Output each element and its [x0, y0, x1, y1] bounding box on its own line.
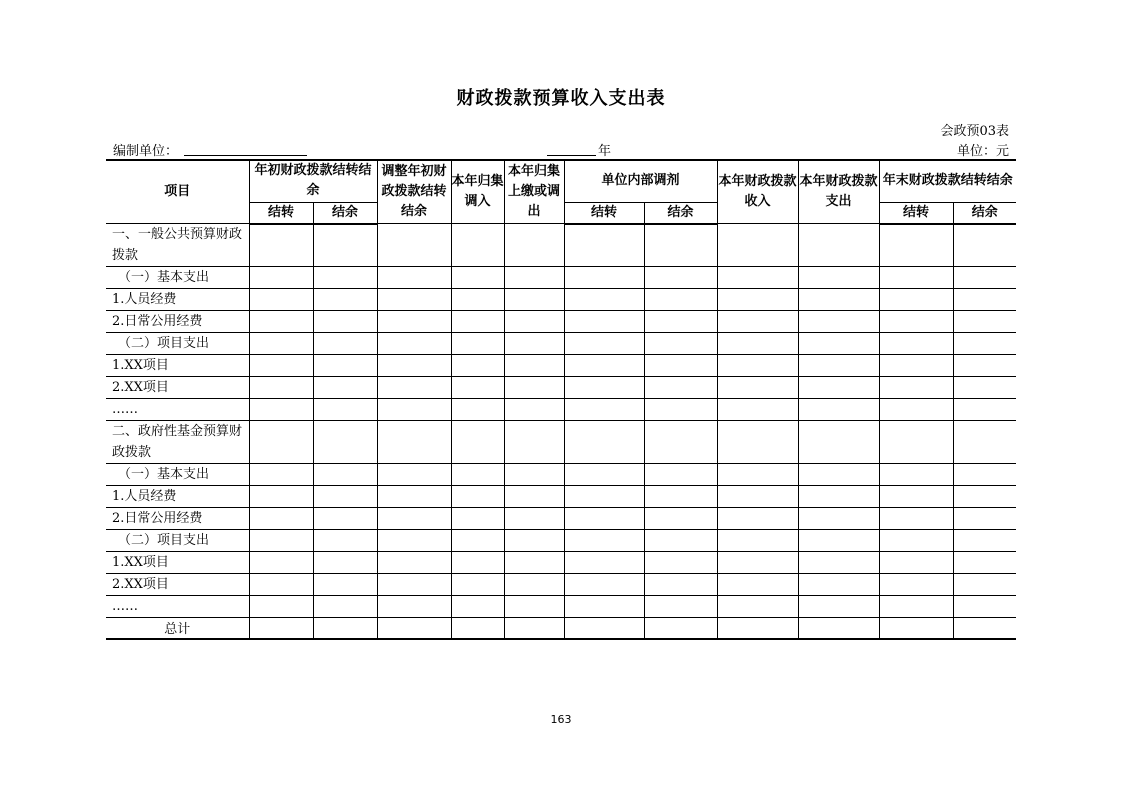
value-cell[interactable] [249, 618, 313, 639]
table-row [106, 224, 1016, 267]
value-cell[interactable] [879, 333, 953, 355]
table-row [106, 574, 1016, 596]
value-cell[interactable] [798, 333, 879, 355]
value-cell[interactable] [564, 618, 644, 639]
value-cell[interactable] [644, 574, 717, 596]
value-cell[interactable] [879, 399, 953, 421]
value-cell[interactable] [717, 618, 798, 639]
value-cell[interactable] [504, 399, 564, 421]
value-cell[interactable] [564, 224, 644, 267]
table-row [106, 596, 1016, 618]
value-cell[interactable] [644, 267, 717, 289]
value-cell[interactable] [953, 333, 1016, 355]
row-label: （一）基本支出 [106, 464, 249, 486]
value-cell[interactable] [313, 289, 377, 311]
row-label: 二、政府性基金预算财政拨款 [106, 421, 249, 464]
form-code: 会政预03表 [940, 124, 1009, 139]
row-label: 1.人员经费 [106, 289, 249, 311]
header-closing-carryover: 结转 [879, 202, 953, 224]
value-cell[interactable] [564, 552, 644, 574]
value-cell[interactable] [564, 311, 644, 333]
table-row [106, 289, 1016, 311]
value-cell[interactable] [451, 224, 504, 267]
row-label: 1.XX项目 [106, 552, 249, 574]
value-cell[interactable] [377, 289, 451, 311]
row-label: 2.日常公用经费 [106, 508, 249, 530]
value-cell[interactable] [451, 311, 504, 333]
value-cell[interactable] [249, 508, 313, 530]
value-cell[interactable] [451, 267, 504, 289]
value-cell[interactable] [564, 486, 644, 508]
value-cell[interactable] [953, 530, 1016, 552]
value-cell[interactable] [313, 618, 377, 639]
value-cell[interactable] [504, 596, 564, 618]
value-cell[interactable] [313, 399, 377, 421]
value-cell[interactable] [504, 618, 564, 639]
value-cell[interactable] [644, 486, 717, 508]
value-cell[interactable] [451, 421, 504, 464]
value-cell[interactable] [377, 596, 451, 618]
row-label: 一、一般公共预算财政拨款 [106, 224, 249, 267]
value-cell[interactable] [504, 574, 564, 596]
value-cell[interactable] [564, 333, 644, 355]
value-cell[interactable] [377, 311, 451, 333]
value-cell[interactable] [953, 421, 1016, 464]
value-cell[interactable] [249, 464, 313, 486]
value-cell[interactable] [377, 574, 451, 596]
value-cell[interactable] [313, 530, 377, 552]
value-cell[interactable] [644, 311, 717, 333]
row-label: （二）项目支出 [106, 530, 249, 552]
value-cell[interactable] [717, 289, 798, 311]
value-cell[interactable] [717, 596, 798, 618]
budget-table [106, 159, 1016, 640]
value-cell[interactable] [798, 530, 879, 552]
row-label: 1.XX项目 [106, 355, 249, 377]
value-cell[interactable] [798, 355, 879, 377]
value-cell[interactable] [313, 311, 377, 333]
currency-unit-label: 单位：元 [956, 144, 1009, 159]
value-cell[interactable] [451, 289, 504, 311]
value-cell[interactable] [313, 355, 377, 377]
table-row [106, 355, 1016, 377]
value-cell[interactable] [564, 464, 644, 486]
value-cell[interactable] [798, 574, 879, 596]
value-cell[interactable] [451, 399, 504, 421]
value-cell[interactable] [451, 552, 504, 574]
value-cell[interactable] [717, 333, 798, 355]
value-cell[interactable] [953, 464, 1016, 486]
value-cell[interactable] [564, 421, 644, 464]
table-row [106, 333, 1016, 355]
table-row [106, 377, 1016, 399]
value-cell[interactable] [451, 486, 504, 508]
header-current-collected: 本年归集调入 [451, 160, 504, 224]
value-cell[interactable] [451, 508, 504, 530]
value-cell[interactable] [564, 596, 644, 618]
value-cell[interactable] [504, 552, 564, 574]
table-row [106, 508, 1016, 530]
value-cell[interactable] [504, 530, 564, 552]
table-row [106, 267, 1016, 289]
value-cell[interactable] [564, 508, 644, 530]
value-cell[interactable] [717, 464, 798, 486]
value-cell[interactable] [313, 486, 377, 508]
value-cell[interactable] [377, 508, 451, 530]
value-cell[interactable] [504, 508, 564, 530]
value-cell[interactable] [953, 355, 1016, 377]
table-row [106, 464, 1016, 486]
header-item: 项目 [106, 160, 249, 224]
value-cell[interactable] [798, 618, 879, 639]
value-cell[interactable] [504, 224, 564, 267]
value-cell[interactable] [249, 289, 313, 311]
value-cell[interactable] [377, 530, 451, 552]
value-cell[interactable] [798, 596, 879, 618]
value-cell[interactable] [717, 421, 798, 464]
table-row [106, 552, 1016, 574]
table-row [106, 311, 1016, 333]
year-label: 年 [598, 144, 612, 159]
value-cell[interactable] [953, 552, 1016, 574]
value-cell[interactable] [798, 399, 879, 421]
value-cell[interactable] [313, 596, 377, 618]
row-label: …… [106, 399, 249, 421]
value-cell[interactable] [249, 530, 313, 552]
header-current-expense: 本年财政拨款支出 [798, 160, 879, 224]
value-cell[interactable] [249, 224, 313, 267]
value-cell[interactable] [564, 267, 644, 289]
value-cell[interactable] [451, 464, 504, 486]
header-internal-surplus: 结余 [644, 202, 717, 224]
value-cell[interactable] [798, 486, 879, 508]
value-cell[interactable] [249, 333, 313, 355]
value-cell[interactable] [798, 552, 879, 574]
value-cell[interactable] [564, 289, 644, 311]
value-cell[interactable] [879, 596, 953, 618]
value-cell[interactable] [377, 267, 451, 289]
value-cell[interactable] [953, 574, 1016, 596]
value-cell[interactable] [313, 377, 377, 399]
value-cell[interactable] [313, 421, 377, 464]
row-label: 1.人员经费 [106, 486, 249, 508]
value-cell[interactable] [879, 289, 953, 311]
value-cell[interactable] [953, 486, 1016, 508]
value-cell[interactable] [953, 224, 1016, 267]
value-cell[interactable] [644, 224, 717, 267]
value-cell[interactable] [644, 596, 717, 618]
value-cell[interactable] [249, 596, 313, 618]
value-cell[interactable] [879, 574, 953, 596]
table-row [106, 530, 1016, 552]
value-cell[interactable] [451, 574, 504, 596]
header-current-income: 本年财政拨款收入 [717, 160, 798, 224]
value-cell[interactable] [451, 333, 504, 355]
compiling-unit-label: 编制单位： [113, 144, 179, 159]
total-row [106, 618, 1016, 639]
value-cell[interactable] [313, 267, 377, 289]
value-cell[interactable] [377, 224, 451, 267]
report-title: 财政拨款预算收入支出表 [456, 88, 666, 109]
value-cell[interactable] [504, 289, 564, 311]
value-cell[interactable] [249, 377, 313, 399]
value-cell[interactable] [377, 486, 451, 508]
value-cell[interactable] [644, 508, 717, 530]
row-label: （一）基本支出 [106, 267, 249, 289]
table-body [106, 224, 1016, 639]
value-cell[interactable] [504, 333, 564, 355]
header-internal-carryover: 结转 [564, 202, 644, 224]
value-cell[interactable] [249, 574, 313, 596]
value-cell[interactable] [644, 618, 717, 639]
value-cell[interactable] [451, 530, 504, 552]
table-row [106, 486, 1016, 508]
value-cell[interactable] [377, 618, 451, 639]
value-cell[interactable] [377, 552, 451, 574]
value-cell[interactable] [249, 421, 313, 464]
header-current-remitted: 本年归集上缴或调出 [504, 160, 564, 224]
value-cell[interactable] [313, 574, 377, 596]
value-cell[interactable] [451, 355, 504, 377]
report-meta-row [113, 140, 1009, 158]
value-cell[interactable] [249, 399, 313, 421]
value-cell[interactable] [451, 618, 504, 639]
value-cell[interactable] [798, 508, 879, 530]
value-cell[interactable] [249, 552, 313, 574]
value-cell[interactable] [644, 530, 717, 552]
value-cell[interactable] [377, 399, 451, 421]
value-cell[interactable] [377, 377, 451, 399]
compiling-unit-blank[interactable] [184, 155, 307, 156]
value-cell[interactable] [879, 508, 953, 530]
value-cell[interactable] [953, 267, 1016, 289]
value-cell[interactable] [717, 486, 798, 508]
page-number: 163 [550, 713, 572, 726]
value-cell[interactable] [717, 552, 798, 574]
value-cell[interactable] [564, 530, 644, 552]
value-cell[interactable] [564, 399, 644, 421]
value-cell[interactable] [377, 464, 451, 486]
value-cell[interactable] [953, 508, 1016, 530]
value-cell[interactable] [249, 267, 313, 289]
value-cell[interactable] [717, 574, 798, 596]
value-cell[interactable] [313, 552, 377, 574]
value-cell[interactable] [879, 421, 953, 464]
value-cell[interactable] [644, 552, 717, 574]
value-cell[interactable] [313, 508, 377, 530]
value-cell[interactable] [798, 377, 879, 399]
value-cell[interactable] [879, 530, 953, 552]
value-cell[interactable] [564, 355, 644, 377]
value-cell[interactable] [451, 377, 504, 399]
value-cell[interactable] [504, 486, 564, 508]
value-cell[interactable] [377, 355, 451, 377]
year-blank[interactable] [547, 155, 596, 156]
value-cell[interactable] [798, 311, 879, 333]
value-cell[interactable] [879, 618, 953, 639]
header-opening-surplus: 结余 [313, 202, 377, 224]
value-cell[interactable] [644, 464, 717, 486]
value-cell[interactable] [717, 530, 798, 552]
value-cell[interactable] [249, 311, 313, 333]
value-cell[interactable] [644, 333, 717, 355]
value-cell[interactable] [879, 486, 953, 508]
row-label: 2.日常公用经费 [106, 311, 249, 333]
table-row [106, 421, 1016, 464]
value-cell[interactable] [953, 377, 1016, 399]
value-cell[interactable] [953, 289, 1016, 311]
value-cell[interactable] [717, 399, 798, 421]
header-internal-transfer: 单位内部调剂 [564, 160, 717, 202]
row-label: （二）项目支出 [106, 333, 249, 355]
value-cell[interactable] [717, 508, 798, 530]
value-cell[interactable] [953, 399, 1016, 421]
header-closing-balance: 年末财政拨款结转结余 [879, 160, 1016, 202]
value-cell[interactable] [717, 355, 798, 377]
value-cell[interactable] [504, 267, 564, 289]
value-cell[interactable] [249, 486, 313, 508]
value-cell[interactable] [644, 289, 717, 311]
value-cell[interactable] [798, 289, 879, 311]
value-cell[interactable] [377, 421, 451, 464]
row-label: …… [106, 596, 249, 618]
header-opening-balance: 年初财政拨款结转结余 [249, 160, 377, 202]
value-cell[interactable] [879, 267, 953, 289]
value-cell[interactable] [249, 355, 313, 377]
row-label: 总计 [106, 618, 249, 639]
value-cell[interactable] [644, 355, 717, 377]
header-adjust-opening: 调整年初财政拨款结转结余 [377, 160, 451, 224]
value-cell[interactable] [377, 333, 451, 355]
value-cell[interactable] [798, 464, 879, 486]
value-cell[interactable] [564, 574, 644, 596]
value-cell[interactable] [879, 311, 953, 333]
value-cell[interactable] [644, 377, 717, 399]
value-cell[interactable] [717, 311, 798, 333]
value-cell[interactable] [798, 267, 879, 289]
value-cell[interactable] [953, 311, 1016, 333]
value-cell[interactable] [879, 464, 953, 486]
value-cell[interactable] [879, 377, 953, 399]
header-closing-surplus: 结余 [953, 202, 1016, 224]
table-row [106, 399, 1016, 421]
header-opening-carryover: 结转 [249, 202, 313, 224]
row-label: 2.XX项目 [106, 574, 249, 596]
value-cell[interactable] [717, 267, 798, 289]
value-cell[interactable] [879, 224, 953, 267]
value-cell[interactable] [717, 224, 798, 267]
value-cell[interactable] [879, 355, 953, 377]
value-cell[interactable] [953, 618, 1016, 639]
value-cell[interactable] [313, 224, 377, 267]
value-cell[interactable] [798, 421, 879, 464]
value-cell[interactable] [504, 464, 564, 486]
value-cell[interactable] [313, 333, 377, 355]
value-cell[interactable] [564, 377, 644, 399]
row-label: 2.XX项目 [106, 377, 249, 399]
value-cell[interactable] [504, 421, 564, 464]
value-cell[interactable] [953, 596, 1016, 618]
value-cell[interactable] [504, 377, 564, 399]
value-cell[interactable] [644, 399, 717, 421]
value-cell[interactable] [879, 552, 953, 574]
value-cell[interactable] [313, 464, 377, 486]
value-cell[interactable] [451, 596, 504, 618]
value-cell[interactable] [717, 377, 798, 399]
value-cell[interactable] [798, 224, 879, 267]
value-cell[interactable] [644, 421, 717, 464]
value-cell[interactable] [504, 355, 564, 377]
value-cell[interactable] [504, 311, 564, 333]
